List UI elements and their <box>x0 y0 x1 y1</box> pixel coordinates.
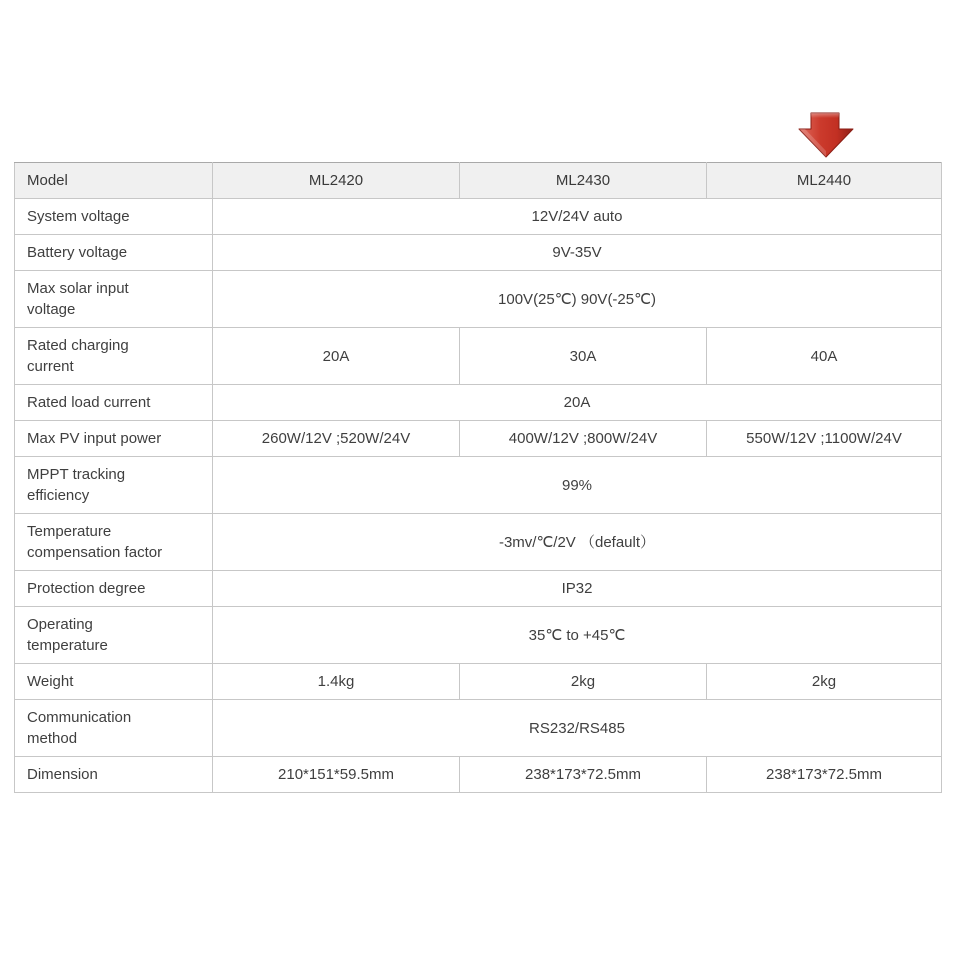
table-row <box>15 757 942 793</box>
row-value: 210*151*59.5mm <box>213 757 460 793</box>
row-value: 260W/12V ;520W/24V <box>213 421 460 457</box>
table-row <box>15 700 942 757</box>
row-value-merged: -3mv/℃/2V （default） <box>213 514 942 571</box>
row-value-merged: 100V(25℃) 90V(-25℃) <box>213 271 942 328</box>
row-value: 2kg <box>707 664 942 700</box>
table-row <box>15 421 942 457</box>
row-label: System voltage <box>15 199 213 235</box>
row-value-merged: 9V-35V <box>213 235 942 271</box>
row-value-merged: 20A <box>213 385 942 421</box>
row-value: 550W/12V ;1100W/24V <box>707 421 942 457</box>
table-row <box>15 328 942 385</box>
spec-table-body <box>15 199 942 793</box>
row-value: 2kg <box>460 664 707 700</box>
red-arrow-icon <box>798 112 854 159</box>
row-value-merged: 35℃ to +45℃ <box>213 607 942 664</box>
row-value: 40A <box>707 328 942 385</box>
row-value: 400W/12V ;800W/24V <box>460 421 707 457</box>
row-label: Max PV input power <box>15 421 213 457</box>
row-value-merged: 12V/24V auto <box>213 199 942 235</box>
table-row <box>15 235 942 271</box>
table-row <box>15 607 942 664</box>
row-label: Rated charging current <box>15 328 213 385</box>
row-label: Temperature compensation factor <box>15 514 213 571</box>
row-label: Communication method <box>15 700 213 757</box>
row-label: Dimension <box>15 757 213 793</box>
table-row <box>15 664 942 700</box>
row-label: Weight <box>15 664 213 700</box>
table-row <box>15 457 942 514</box>
row-label: MPPT tracking efficiency <box>15 457 213 514</box>
row-value-merged: 99% <box>213 457 942 514</box>
table-row <box>15 514 942 571</box>
row-value: 1.4kg <box>213 664 460 700</box>
row-value: 30A <box>460 328 707 385</box>
header-cell-model: Model <box>15 163 213 199</box>
row-label: Operating temperature <box>15 607 213 664</box>
table-row <box>15 385 942 421</box>
table-row <box>15 199 942 235</box>
row-label: Rated load current <box>15 385 213 421</box>
table-header-row <box>15 163 942 199</box>
header-cell-ml2430: ML2430 <box>460 163 707 199</box>
row-label: Max solar input voltage <box>15 271 213 328</box>
header-cell-ml2440: ML2440 <box>707 163 942 199</box>
spec-table <box>14 162 942 793</box>
row-label: Protection degree <box>15 571 213 607</box>
spec-table-head <box>15 163 942 199</box>
row-value: 238*173*72.5mm <box>707 757 942 793</box>
row-value: 20A <box>213 328 460 385</box>
header-cell-ml2420: ML2420 <box>213 163 460 199</box>
row-label: Battery voltage <box>15 235 213 271</box>
table-row <box>15 571 942 607</box>
row-value-merged: IP32 <box>213 571 942 607</box>
table-row <box>15 271 942 328</box>
row-value: 238*173*72.5mm <box>460 757 707 793</box>
row-value-merged: RS232/RS485 <box>213 700 942 757</box>
